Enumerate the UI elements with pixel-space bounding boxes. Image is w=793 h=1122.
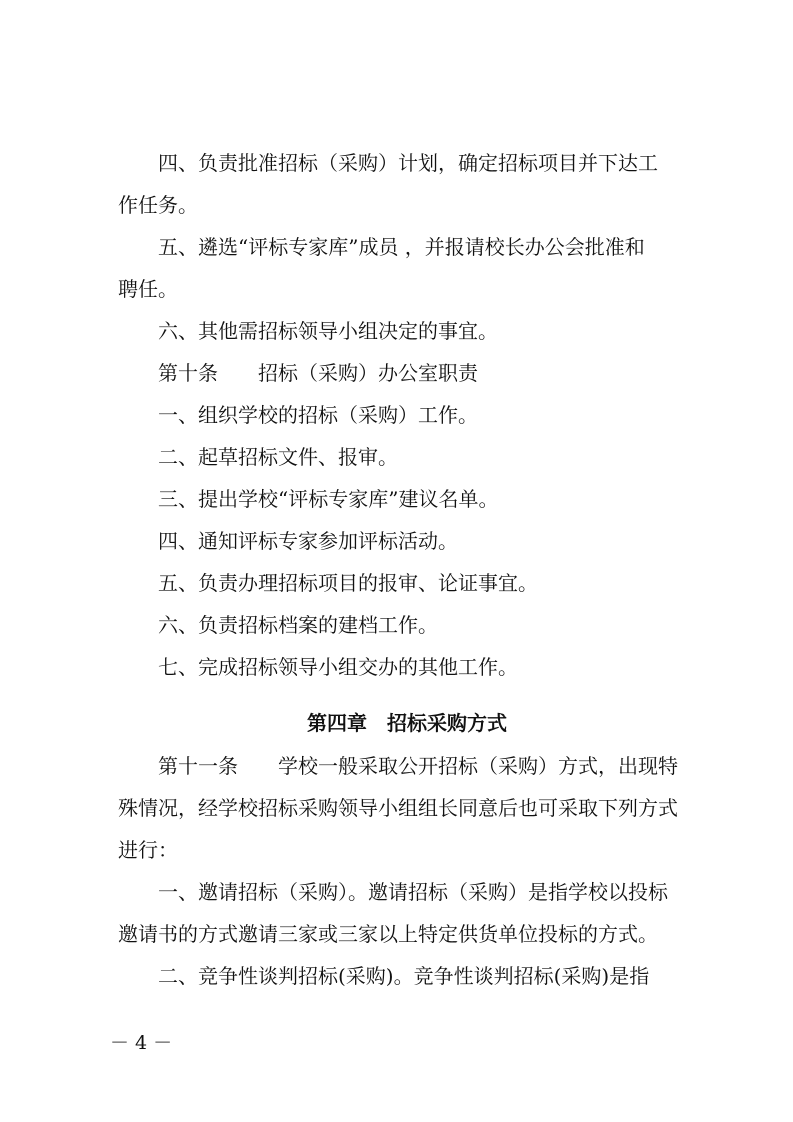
article-heading: 第十条 招标（采购）办公室职责 <box>158 361 478 385</box>
paragraph-line: 第十一条 学校一般采取公开招标（采购）方式，出现特 <box>158 754 678 778</box>
paragraph-line: 殊情况，经学校招标采购领导小组组长同意后也可采取下列方式 <box>118 796 678 820</box>
paragraph-line: 四、负责批准招标（采购）计划，确定招标项目并下达工 <box>158 151 658 175</box>
paragraph-line: 三、提出学校“评标专家库”建议名单。 <box>158 487 499 511</box>
chapter-title: 第四章 招标采购方式 <box>307 711 507 735</box>
paragraph-line: 二、起草招标文件、报审。 <box>158 445 398 469</box>
paragraph-line: 四、通知评标专家参加评标活动。 <box>158 529 458 553</box>
paragraph-line: 聘任。 <box>118 277 178 301</box>
paragraph-line: 进行： <box>118 838 178 862</box>
paragraph-line: 六、负责招标档案的建档工作。 <box>158 613 438 637</box>
paragraph-line: 六、其他需招标领导小组决定的事宜。 <box>158 319 498 343</box>
paragraph-line: 五、负责办理招标项目的报审、论证事宜。 <box>158 571 538 595</box>
paragraph-line: 一、邀请招标（采购）。邀请招标（采购）是指学校以投标 <box>158 880 668 904</box>
section-procurement-methods <box>118 745 696 997</box>
paragraph-line: 一、组织学校的招标（采购）工作。 <box>158 403 478 427</box>
paragraph-line: 二、竞争性谈判招标(采购)。竞争性谈判招标(采购)是指 <box>158 964 650 988</box>
paragraph-line: 邀请书的方式邀请三家或三家以上特定供货单位投标的方式。 <box>118 922 658 946</box>
section-duties-continued <box>118 142 696 688</box>
paragraph-line: 五、遴选“评标专家库”成员 ，并报请校长办公会批准和 <box>158 235 645 259</box>
paragraph-line: 七、完成招标领导小组交办的其他工作。 <box>158 655 518 679</box>
paragraph-line: 作任务。 <box>118 193 198 217</box>
page-number: － 4 － <box>110 1032 173 1054</box>
